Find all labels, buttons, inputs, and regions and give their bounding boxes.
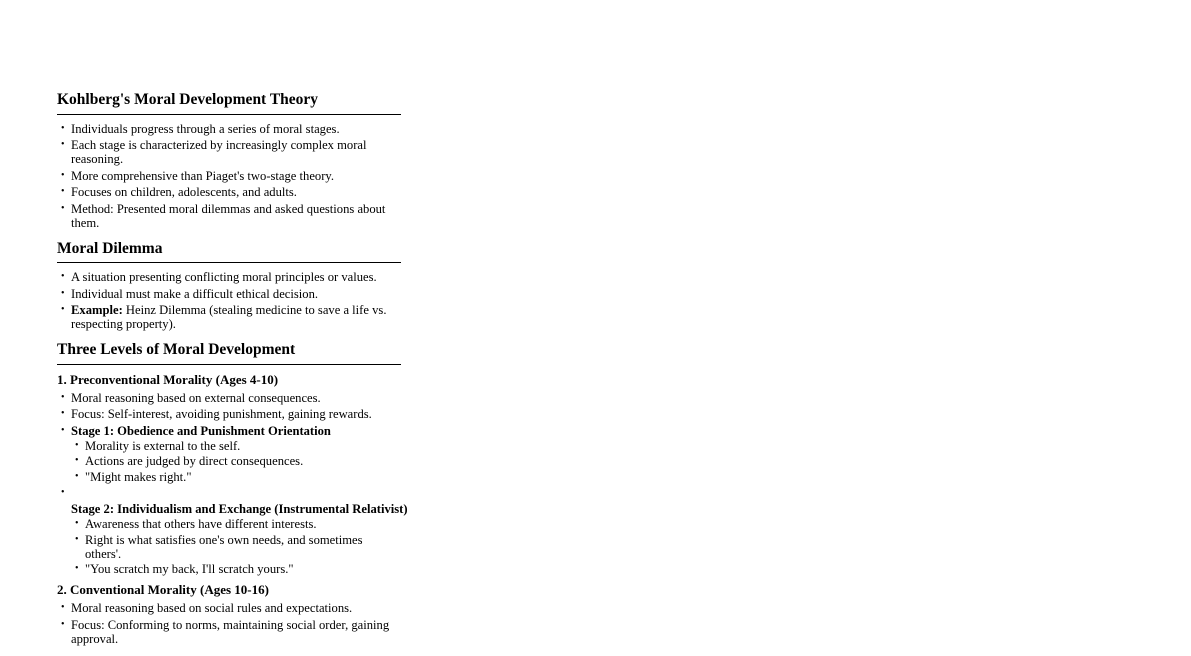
list-item: • Focus: Self-interest, avoiding punishment, gaining rewards. (57, 407, 401, 421)
moral-dilemma-heading: Moral Dilemma (57, 240, 401, 264)
example-item (57, 303, 401, 331)
kohlberg-list (57, 122, 401, 230)
list-item: • A situation presenting conflicting moral principles or values. (57, 270, 401, 284)
list-item: • Right is what satisfies one's own needs, and sometimes others'. (71, 533, 401, 561)
list-item: • Moral reasoning based on social rules and expectations. (57, 601, 401, 615)
conventional-list (57, 601, 401, 646)
list-item: • Actions are judged by direct consequences. (71, 454, 401, 468)
example-text: Heinz Dilemma (stealing medicine to save a life vs. respecting property). (71, 303, 387, 332)
list-item: • Individuals progress through a series of moral stages. (57, 122, 401, 136)
list-item: • "You scratch my back, I'll scratch yours." (71, 562, 401, 576)
list-item: • Moral reasoning based on external consequences. (57, 391, 401, 405)
stage-2-item (57, 486, 408, 577)
preconventional-list (57, 390, 408, 577)
list-item: • "Might makes right." (71, 470, 401, 484)
list-item: • Focus: Conforming to norms, maintaining social order, gaining approval. (57, 618, 401, 646)
list-item: • Each stage is characterized by increasingly complex moral reasoning. (57, 138, 401, 166)
stage-2-spacer (71, 486, 401, 500)
stage-1-item (57, 424, 401, 484)
example-label: Example: (71, 303, 123, 318)
list-item: • Individual must make a difficult ethical decision. (57, 287, 401, 301)
three-levels-heading: Three Levels of Moral Development (57, 341, 401, 365)
document-column (57, 91, 408, 656)
stage-2-list (71, 517, 401, 576)
stage-2-title: • Stage 2: Individualism and Exchange (Instrumental Relativist) (71, 502, 408, 517)
list-item: • More comprehensive than Piaget's two-stage theory. (57, 169, 401, 183)
list-item: • Focuses on children, adolescents, and adults. (57, 185, 401, 199)
kohlberg-heading: Kohlberg's Moral Development Theory (57, 91, 401, 115)
list-item: • Morality is external to the self. (71, 439, 401, 453)
preconventional-heading: 1. Preconventional Morality (Ages 4-10) (57, 371, 279, 387)
stage-1-list (71, 439, 401, 484)
stage-1-title: Stage 1: Obedience and Punishment Orientation (71, 423, 331, 438)
list-item: • Awareness that others have different interests. (71, 517, 401, 531)
conventional-heading: 2. Conventional Morality (Ages 10-16) (57, 582, 269, 598)
list-item: • Method: Presented moral dilemmas and asked questions about them. (57, 202, 401, 230)
moral-dilemma-list (57, 270, 401, 331)
